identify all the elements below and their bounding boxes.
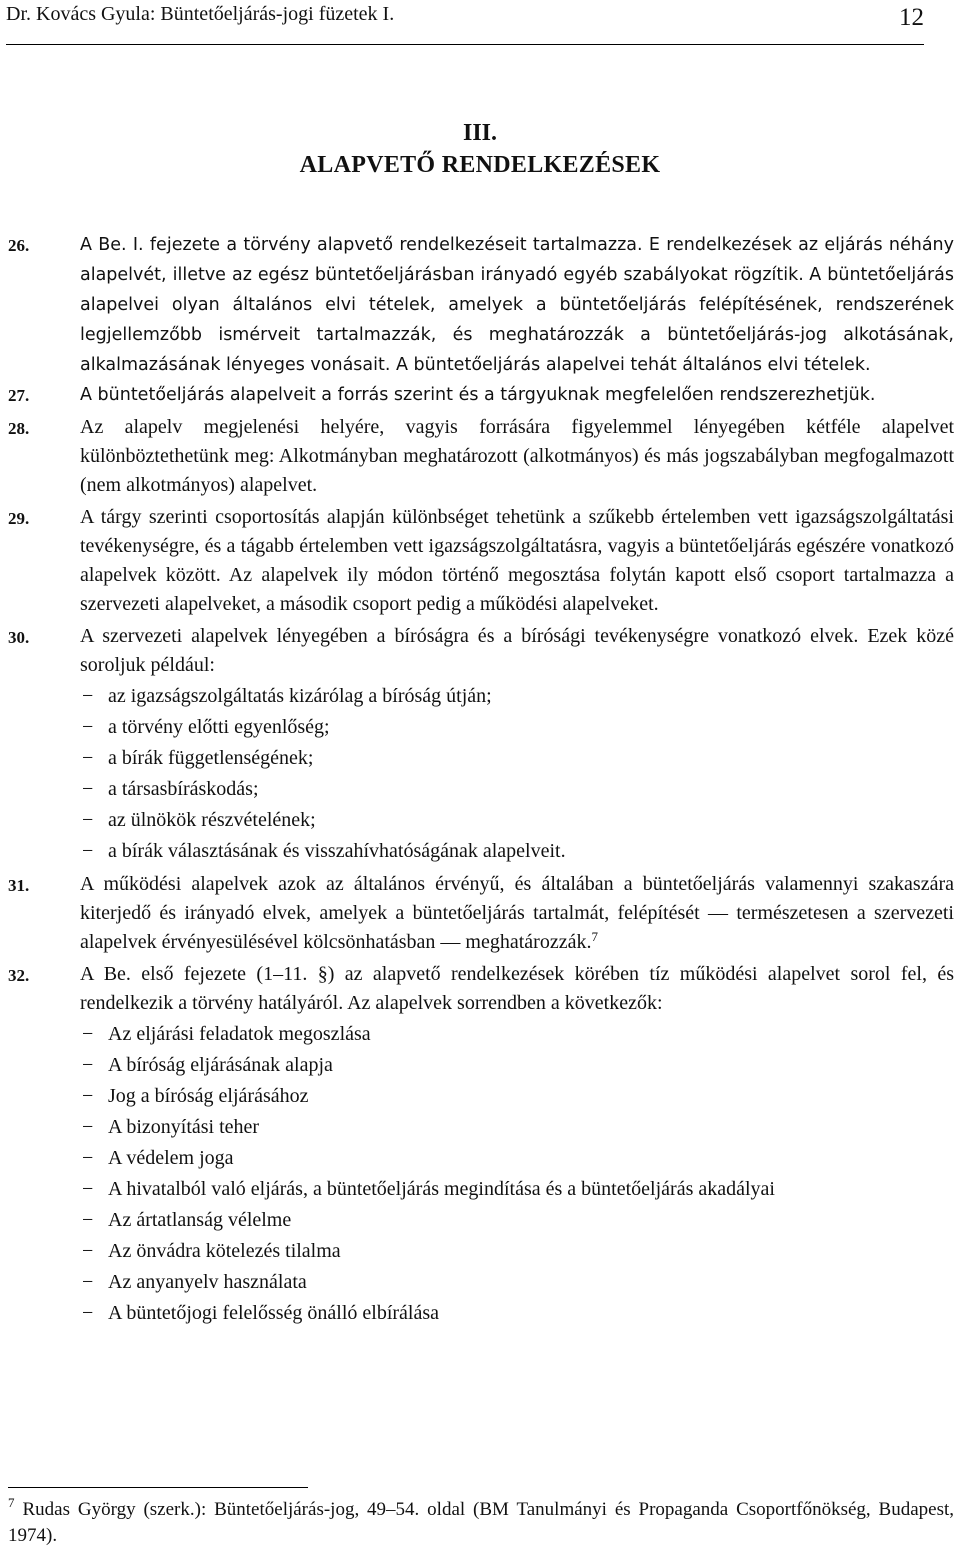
paragraph-number: 29. — [8, 509, 30, 528]
list-item: − A bizonyítási teher — [80, 1112, 954, 1143]
chapter-title: ALAPVETŐ RENDELKEZÉSEK — [299, 152, 661, 178]
footnote-separator — [8, 1487, 308, 1488]
dash-marker: − — [82, 716, 94, 738]
dash-marker: − — [82, 1147, 94, 1169]
paragraph-number: 26. — [8, 236, 30, 255]
dash-marker: − — [82, 1271, 94, 1293]
list-item: − az ülnökök részvételének; — [80, 805, 954, 836]
footnote — [8, 1497, 954, 1549]
paragraph-number: 28. — [8, 419, 30, 438]
page-header — [6, 0, 924, 45]
dash-marker: − — [82, 747, 94, 769]
list-item: − Az eljárási feladatok megoszlása — [80, 1019, 954, 1050]
running-title: Dr. Kovács Gyula: Büntetőeljárás-jogi füzetek I. — [6, 3, 395, 25]
footnote-reference[interactable]: 7 — [591, 929, 598, 944]
paragraph-text: A szervezeti alapelvek lényegében a bíróságra és a bírósági tevékenységre vonatkozó elvek. Ezek közé soroljuk például: — [80, 625, 954, 676]
paragraph-28 — [8, 413, 954, 500]
list-item: − a törvény előtti egyenlőség; — [80, 712, 954, 743]
dash-marker: − — [82, 1209, 94, 1231]
dash-marker: − — [82, 1240, 94, 1262]
dash-marker: − — [82, 1023, 94, 1045]
paragraph-text: A tárgy szerinti csoportosítás alapján különbséget tehetünk a szűkebb értelemben vett igazságszolgáltatási tevékenységre, és a tágabb értelemben vett igazságszolgáltatásra, vagyis a büntetőeljárás egészére vonatkozó alapelvek között. Az alapelvek ily módon történő megosztása folytán kapott első csoport tartalmazza a szervezeti alapelveket, a második csoport pedig a működési alapelveket. — [80, 506, 954, 615]
paragraph-text: természetesen a szervezeti alapelvek érvényesülésével kölcsönhatásban — [80, 902, 954, 953]
dash-marker: − — [82, 809, 94, 831]
list-item: − a bírák választásának és visszahívhatóságának alapelveit. — [80, 836, 954, 867]
paragraph-number: 27. — [8, 386, 30, 405]
paragraph-27 — [8, 380, 954, 410]
list-item: − A bíróság eljárásának alapja — [80, 1050, 954, 1081]
paragraph-29 — [8, 503, 954, 619]
paragraph-text: A büntetőeljárás alapelveit a forrás szerint és a tárgyuknak megfelelően rendszerezhetjük. — [80, 385, 876, 405]
list-item: − a társasbíráskodás; — [80, 774, 954, 805]
operational-principles-list — [80, 1019, 954, 1329]
list-item: − Az ártatlanság vélelme — [80, 1205, 954, 1236]
list-item: − A védelem joga — [80, 1143, 954, 1174]
dash-marker: − — [82, 685, 94, 707]
list-item: − Jog a bíróság eljárásához — [80, 1081, 954, 1112]
paragraph-32 — [8, 960, 954, 1329]
dash-marker: − — [82, 1178, 94, 1200]
paragraph-31 — [8, 870, 954, 957]
dash-marker: − — [82, 778, 94, 800]
paragraph-30 — [8, 622, 954, 867]
paragraph-text: A működési alapelvek azok az általános érvényű, és általában a büntetőeljárás valamennyi szakaszára kiterjedő és irányadó elvek, amelyek a büntetőeljárás tartalmát, felépítését — [80, 873, 954, 924]
em-dash: — — [708, 902, 729, 924]
list-item: − A hivatalból való eljárás, a büntetőeljárás megindítása és a büntetőeljárás akadályai — [80, 1174, 954, 1205]
page-number: 12 — [899, 4, 924, 31]
dash-marker: − — [82, 840, 94, 862]
paragraph-text: Az alapelv megjelenési helyére, vagyis forrására figyelemmel lényegében kétféle alapelvet különböztethetünk meg: Alkotmányban meghatározott (alkotmányos) és más jogszabályban megfogalmazott (nem alkotmányos) alapelvet. — [80, 416, 954, 496]
paragraph-text: meghatározzák. — [465, 931, 592, 953]
dash-marker: − — [82, 1116, 94, 1138]
paragraph-number: 32. — [8, 966, 30, 985]
list-item: − Az anyanyelv használata — [80, 1267, 954, 1298]
paragraph-text: A Be. első fejezete (1–11. §) az alapvető rendelkezések körében tíz működési alapelvet sorol fel, és rendelkezik a törvény hatályáról. Az alapelvek sorrendben a következők: — [80, 963, 954, 1014]
list-item: − Az önvádra kötelezés tilalma — [80, 1236, 954, 1267]
paragraph-text: A büntetőeljárás alapelvei olyan általános elvi tételek, amelyek a büntetőeljárás felépítésének, rendszerének legjellemzőbb ismérveit tartalmazzák, és meghatározzák a büntetőeljárás-jog alkotásának, alkalmazásának lényeges vonásait. A büntetőeljárás alapelvei tehát általános elvi tételek. — [80, 265, 954, 375]
paragraph-number: 31. — [8, 876, 30, 895]
dash-marker: − — [82, 1085, 94, 1107]
chapter-number: III. — [462, 120, 498, 146]
dash-marker: − — [82, 1302, 94, 1324]
em-dash: — — [440, 931, 461, 953]
list-item: − A büntetőjogi felelősség önálló elbírálása — [80, 1298, 954, 1329]
paragraph-text: A Be. I. fejezete a törvény alapvető rendelkezéseit tartalmazza. E rendelkezések az eljárás néhány alapelvét, illetve az egész büntetőeljárásban irányadó egyéb szabályokat rögzítik. — [80, 235, 954, 285]
list-item: − az igazságszolgáltatás kizárólag a bíróság útján; — [80, 681, 954, 712]
footnote-text: Rudas György (szerk.): Büntetőeljárás-jog, 49–54. oldal (BM Tanulmányi és Propaganda Csoportfőnökség, Budapest, 1974). — [8, 1499, 954, 1546]
footnote-marker: 7 — [8, 1495, 15, 1510]
dash-marker: − — [82, 1054, 94, 1076]
organizational-principles-list — [80, 681, 954, 867]
document-body — [8, 230, 954, 1329]
paragraph-26 — [8, 230, 954, 380]
list-item: − a bírák függetlenségének; — [80, 743, 954, 774]
paragraph-number: 30. — [8, 628, 30, 647]
